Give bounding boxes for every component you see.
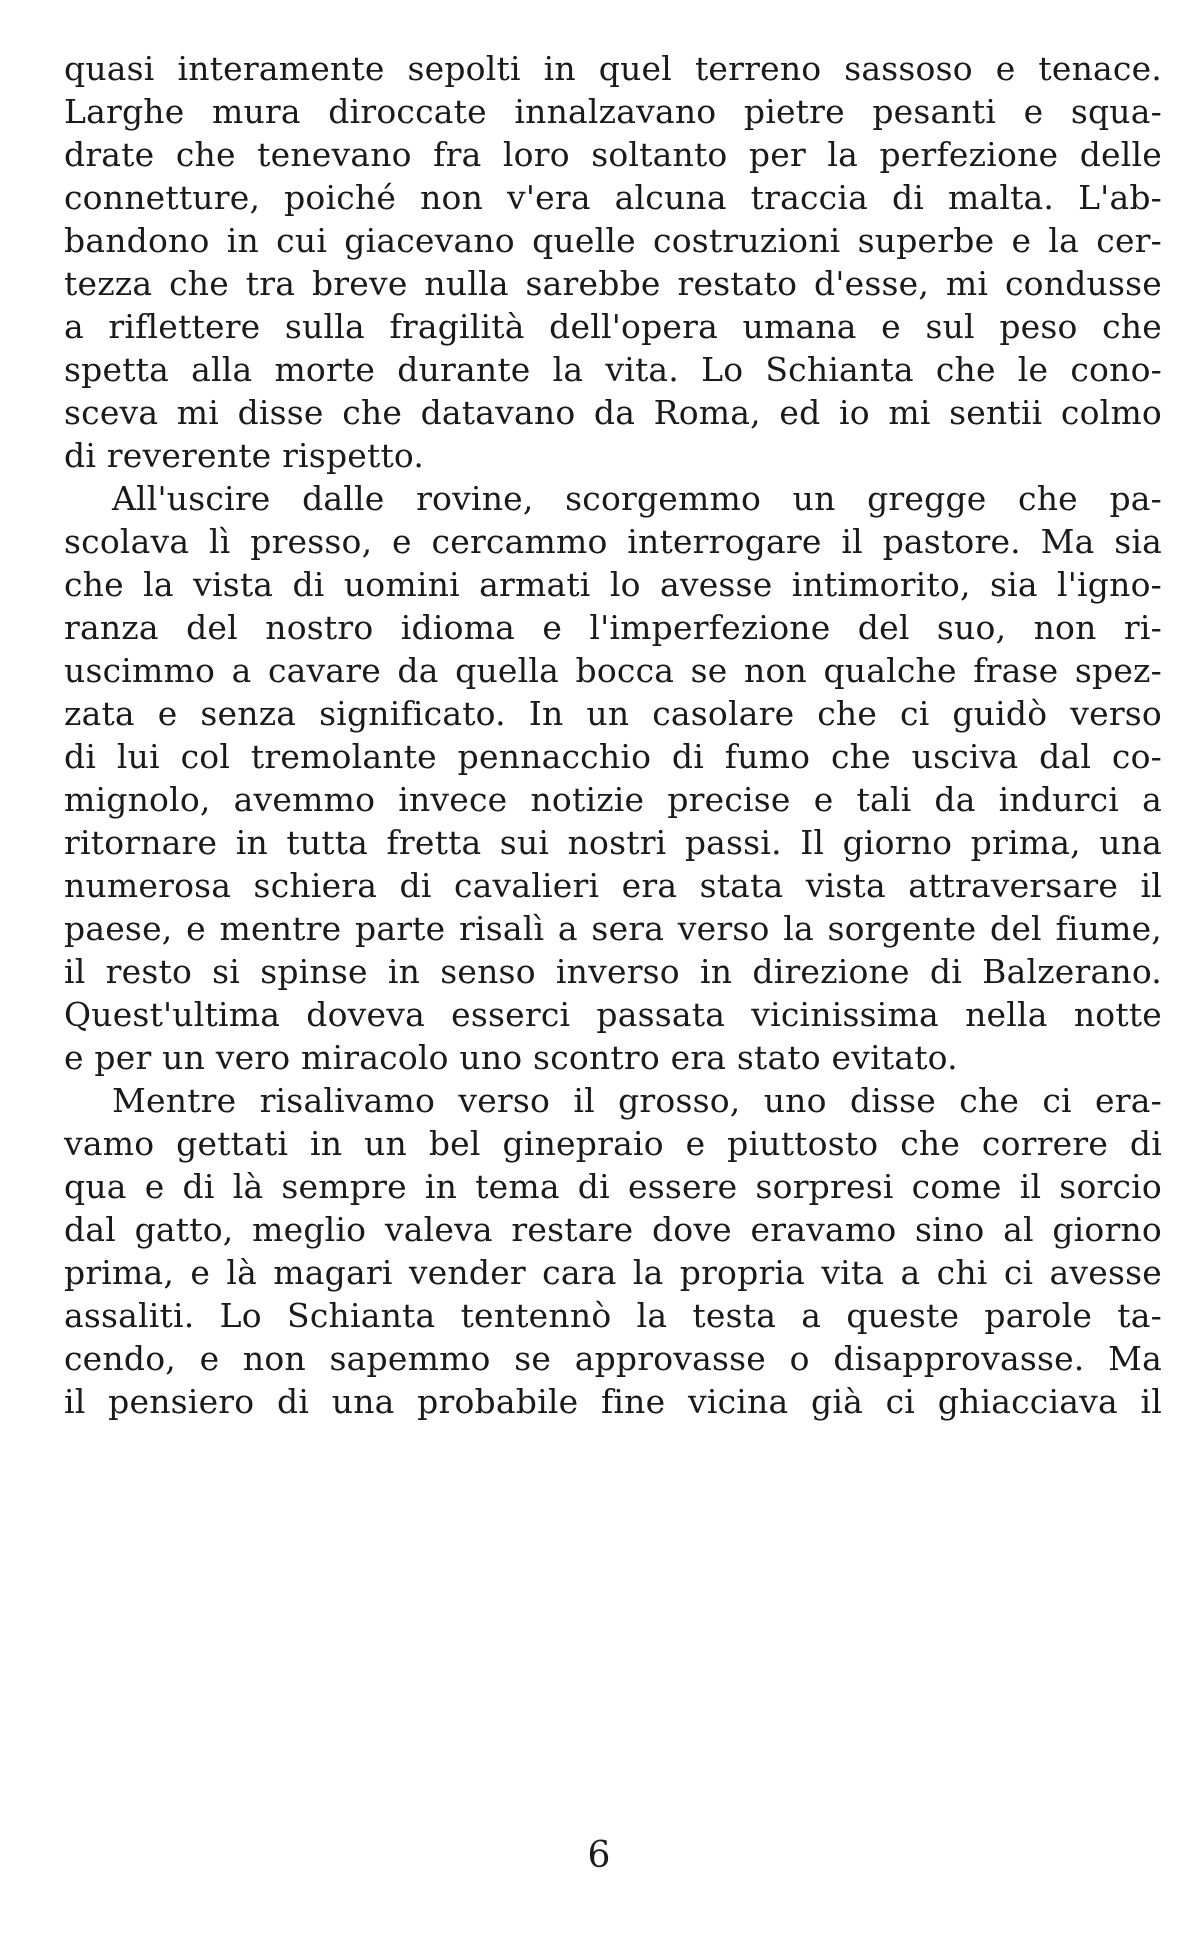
- text-line: scolava lì presso, e cercammo interrogare il pastore. Ma sia: [64, 522, 1162, 561]
- text-line: il resto si spinse in senso inverso in direzione di Balzerano.: [64, 952, 1162, 991]
- text-line: Larghe mura diroccate innalzavano pietre pesanti e squa-: [64, 92, 1162, 131]
- text-line: drate che tenevano fra loro soltanto per la perfezione delle: [64, 135, 1162, 174]
- text-line: qua e di là sempre in tema di essere sorpresi come il sorcio: [64, 1167, 1162, 1206]
- text-line: zata e senza significato. In un casolare che ci guidò verso: [64, 694, 1162, 733]
- text-line: spetta alla morte durante la vita. Lo Schianta che le cono-: [64, 350, 1162, 389]
- text-line: che la vista di uomini armati lo avesse intimorito, sia l'igno-: [64, 565, 1162, 604]
- paragraph-first-line: All'uscire dalle rovine, scorgemmo un gregge che pa-: [112, 479, 1162, 518]
- text-line: di lui col tremolante pennacchio di fumo che usciva dal co-: [64, 737, 1162, 776]
- text-line: bandono in cui giacevano quelle costruzioni superbe e la cer-: [64, 221, 1162, 260]
- text-line: ritornare in tutta fretta sui nostri passi. Il giorno prima, una: [64, 823, 1162, 862]
- text-line: sceva mi disse che datavano da Roma, ed io mi sentii colmo: [64, 393, 1162, 432]
- text-line: ranza del nostro idioma e l'imperfezione del suo, non ri-: [64, 608, 1162, 647]
- text-line: assaliti. Lo Schianta tentennò la testa a queste parole ta-: [64, 1296, 1162, 1335]
- text-line: cendo, e non sapemmo se approvasse o disapprovasse. Ma: [64, 1339, 1162, 1378]
- text-line: numerosa schiera di cavalieri era stata vista attraversare il: [64, 866, 1162, 905]
- text-line: e per un vero miracolo uno scontro era stato evitato.: [64, 1038, 958, 1077]
- text-line: uscimmo a cavare da quella bocca se non qualche frase spez-: [64, 651, 1162, 690]
- text-line: il pensiero di una probabile fine vicina già ci ghiacciava il: [64, 1382, 1162, 1421]
- paragraph-first-line: Mentre risalivamo verso il grosso, uno disse che ci era-: [112, 1081, 1162, 1120]
- text-line: di reverente rispetto.: [64, 436, 425, 475]
- text-line: dal gatto, meglio valeva restare dove eravamo sino al giorno: [64, 1210, 1162, 1249]
- text-line: vamo gettati in un bel ginepraio e piuttosto che correre di: [64, 1124, 1162, 1163]
- text-line: tezza che tra breve nulla sarebbe restato d'esse, mi condusse: [64, 264, 1162, 303]
- page-number: 6: [587, 1835, 611, 1876]
- text-line: mignolo, avemmo invece notizie precise e tali da indurci a: [64, 780, 1162, 819]
- text-line: a riflettere sulla fragilità dell'opera umana e sul peso che: [64, 307, 1162, 346]
- text-line: paese, e mentre parte risalì a sera verso la sorgente del fiume,: [64, 909, 1162, 948]
- text-line: prima, e là magari vender cara la propria vita a chi ci avesse: [64, 1253, 1162, 1292]
- text-line: quasi interamente sepolti in quel terreno sassoso e tenace.: [64, 49, 1162, 88]
- text-line: Quest'ultima doveva esserci passata vicinissima nella notte: [64, 995, 1162, 1034]
- text-line: connetture, poiché non v'era alcuna traccia di malta. L'ab-: [64, 178, 1162, 217]
